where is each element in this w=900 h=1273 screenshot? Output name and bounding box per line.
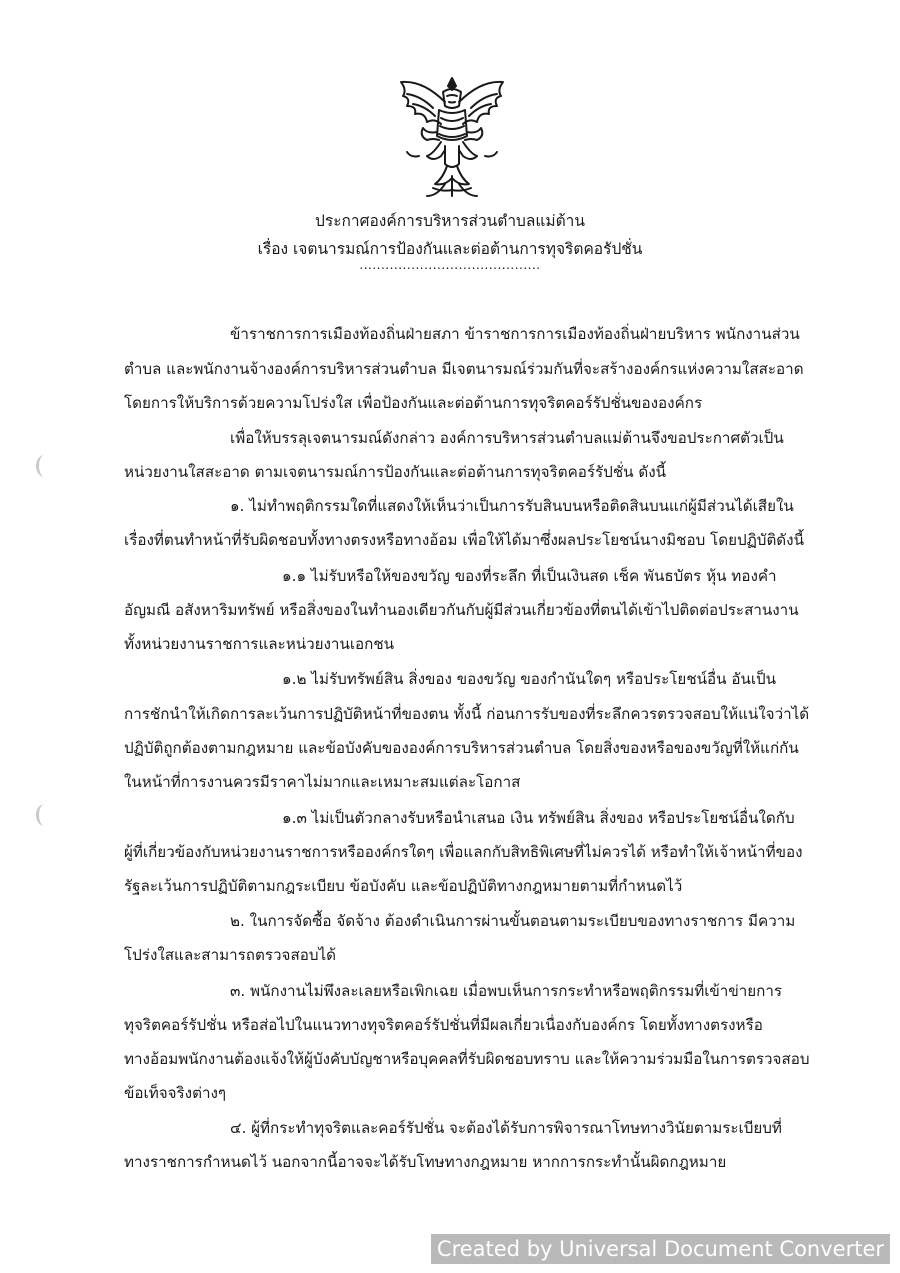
body-line: ทางราชการกำหนดไว้ นอกจากนี้อาจจะได้รับโทษทางกฎหมาย หากการกระทำนั้นผิดกฎหมาย [124, 1153, 727, 1171]
body-line: ทั้งหน่วยงานราชการและหน่วยงานเอกชน [124, 635, 395, 653]
body-line: ข้าราชการการเมืองท้องถิ่นฝ่ายสภา ข้าราชการการเมืองท้องถิ่นฝ่ายบริหาร พนักงานส่วน [230, 325, 800, 343]
punch-hole-mark [36, 455, 53, 477]
body-line: ข้อเท็จจริงต่างๆ [124, 1084, 227, 1102]
body-line: ปฏิบัติถูกต้องตามกฎหมาย และข้อบังคับขององค์การบริหารส่วนตำบล โดยสิ่งของหรือของขวัญที่ให้แก่กัน [124, 739, 799, 757]
punch-hole-mark [36, 804, 53, 826]
body-line: ทางอ้อมพนักงานต้องแจ้งให้ผู้บังคับบัญชาหรือบุคคลที่รับผิดชอบทราบ และให้ความร่วมมือในการตรวจสอบ [124, 1050, 810, 1068]
body-line: โดยการให้บริการด้วยความโปร่งใส เพื่อป้องกันและต่อต้านการทุจริตคอร์รัปชั่นขององค์กร [124, 394, 703, 412]
body-line: ผู้ที่เกี่ยวข้องกับหน่วยงานราชการหรือองค์กรใดๆ เพื่อแลกกับสิทธิพิเศษที่ไม่ควรได้ หรือทำให้เจ้าหน้าที่ของ [124, 843, 803, 861]
body-line: ๑.๓ ไม่เป็นตัวกลางรับหรือนำเสนอ เงิน ทรัพย์สิน สิ่งของ หรือประโยชน์อื่นใดกับ [282, 809, 795, 827]
body-line: ๒. ในการจัดซื้อ จัดจ้าง ต้องดำเนินการผ่านขั้นตอนตามระเบียบของทางราชการ มีความ [230, 912, 796, 930]
body-line: ๑. ไม่ทำพฤติกรรมใดที่แสดงให้เห็นว่าเป็นการรับสินบนหรือติดสินบนแก่ผู้มีส่วนได้เสียใน [230, 497, 794, 515]
converter-watermark: Created by Universal Document Converter [431, 1234, 890, 1264]
body-line: รัฐละเว้นการปฏิบัติตามกฎระเบียบ ข้อบังคับ และข้อปฏิบัติทางกฎหมายตามที่กำหนดไว้ [124, 877, 683, 895]
body-line: เรื่องที่ตนทำหน้าที่รับผิดชอบทั้งทางตรงหรือทางอ้อม เพื่อให้ได้มาซึ่งผลประโยชน์นางมิชอบ โดยปฏิบัติดังนี้ [124, 531, 804, 549]
body-line: ในหน้าที่การงานควรมีราคาไม่มากและเหมาะสมแต่ละโอกาส [124, 773, 521, 791]
garuda-emblem [393, 72, 511, 200]
body-line: ๔. ผู้ที่กระทำทุจริตและคอร์รัปชั่น จะต้องได้รับการพิจารณาโทษทางวินัยตามระเบียบที่ [230, 1119, 782, 1137]
body-line: หน่วยงานใสสะอาด ตามเจตนารมณ์การป้องกันและต่อต้านการทุจริตคอร์รัปชั่น ดังนี้ [124, 463, 666, 481]
body-line: เพื่อให้บรรลุเจตนารมณ์ดังกล่าว องค์การบริหารส่วนตำบลแม่ต้านจึงขอประกาศตัวเป็น [230, 429, 784, 447]
document-subject-title: เรื่อง เจตนารมณ์การป้องกันและต่อต้านการทุจริตคอรัปชั่น [257, 240, 643, 258]
document-org-title: ประกาศองค์การบริหารส่วนตำบลแม่ต้าน [315, 212, 585, 230]
body-line: ตำบล และพนักงานจ้างองค์การบริหารส่วนตำบล มีเจตนารมณ์ร่วมกันที่จะสร้างองค์กรแห่งความใสสะอาด [124, 360, 804, 378]
body-line: ๑.๒ ไม่รับทรัพย์สิน สิ่งของ ของขวัญ ของกำนันใดๆ หรือประโยชน์อื่น อันเป็น [282, 670, 777, 688]
body-line: โปร่งใสและสามารถตรวจสอบได้ [124, 946, 336, 964]
body-line: การชักนำให้เกิดการละเว้นการปฏิบัติหน้าที่ของตน ทั้งนี้ ก่อนการรับของที่ระลึกควรตรวจสอบให้แน่ใจว่าได้ [124, 705, 810, 723]
body-line: อัญมณี อสังหาริมทรัพย์ หรือสิ่งของในทำนองเดียวกันกับผู้มีส่วนเกี่ยวข้องที่ตนได้เข้าไปติดต่อประสานงาน [124, 601, 799, 619]
body-line: ทุจริตคอร์รัปชั่น หรือส่อไปในแนวทางทุจริตคอร์รัปชั่นที่มีผลเกี่ยวเนื่องกับองค์กร โดยทั้งทางตรงหรือ [124, 1016, 763, 1034]
body-line: ๓. พนักงานไม่พึงละเลยหรือเพิกเฉย เมื่อพบเห็นการกระทำหรือพฤติกรรมที่เข้าข่ายการ [230, 982, 783, 1000]
body-line: ๑.๑ ไม่รับหรือให้ของขวัญ ของที่ระลึก ที่เป็นเงินสด เช็ค พันธบัตร หุ้น ทองคำ [282, 567, 777, 585]
title-separator: .......................................... [359, 258, 541, 272]
